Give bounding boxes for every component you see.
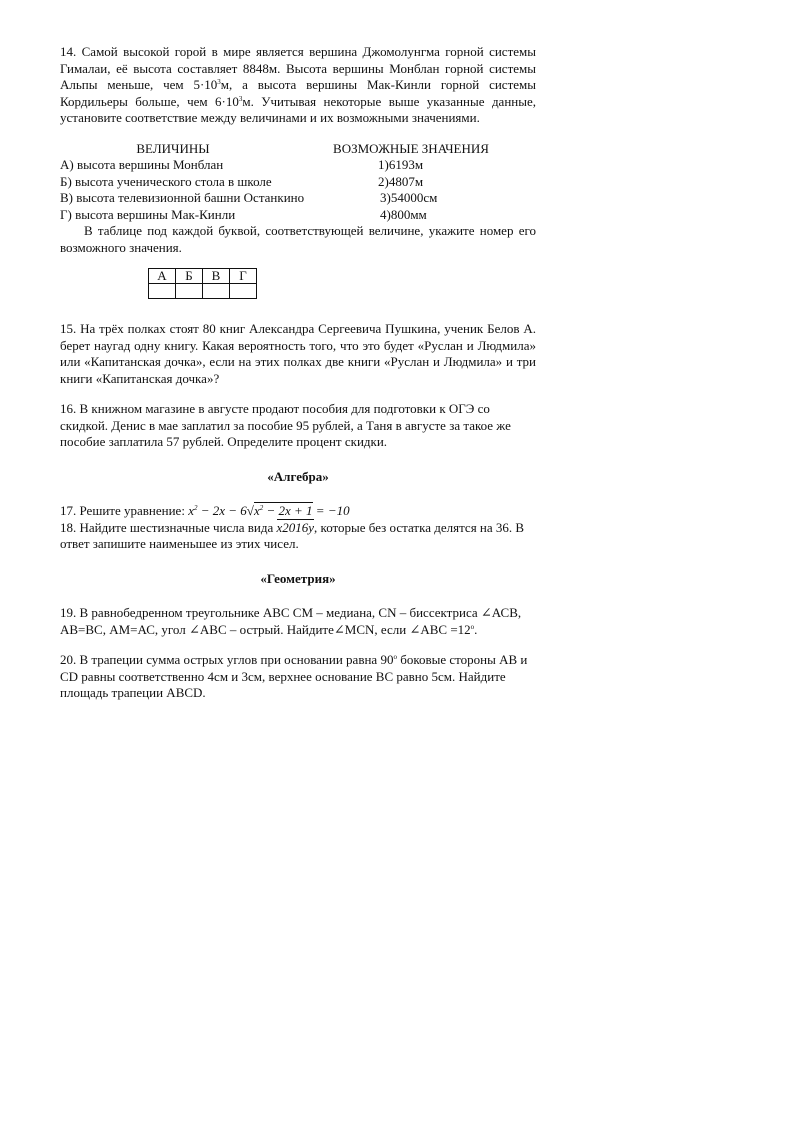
- answer-table-input-row: [149, 284, 257, 299]
- match-header: [60, 141, 536, 158]
- section-title-geometry: «Геометрия»: [260, 570, 336, 586]
- radicand-rest: − 2x + 1: [263, 503, 313, 518]
- task-16-text: 16. В книжном магазине в августе продают пособия для подготовки к ОГЭ со скидкой. Денис в мае заплатил за пособие 95 рублей, а Таня в августе за такое же пособие заплатила 57 рублей. Определите процент скидки.: [60, 401, 511, 449]
- answer-header-b: Б: [176, 269, 203, 284]
- quantity-v: В) высота телевизионной башни Останкино: [60, 190, 305, 205]
- quantity-g: Г) высота вершины Мак-Кинли: [60, 206, 236, 222]
- value-2: 2)4807м: [378, 173, 424, 189]
- match-row: [60, 190, 536, 207]
- degree-sign: о: [470, 622, 475, 631]
- degree-sign: о: [393, 653, 397, 661]
- task-19-body: 19. В равнобедренном треугольнике АВС СМ – медиана, СN – биссектриса ∠АСВ, АВ=ВС, АМ=АС, угол ∠АВС – острый. Найдите∠МСN, если ∠АВС =12: [60, 605, 522, 637]
- radicand: [254, 502, 313, 518]
- task-18-suffix: , которые без остатка делятся на 36. В ответ запишите наименьшее из этих чисел.: [60, 519, 525, 551]
- quantity-b: Б) высота ученического стола в школе: [60, 173, 272, 189]
- answer-cell-b[interactable]: [176, 284, 203, 299]
- task-20-text: [60, 652, 536, 702]
- radical-sign: √: [246, 503, 254, 518]
- task-18-prefix: 18. Найдите шестизначные числа вида: [60, 519, 277, 535]
- worksheet-page: [60, 44, 536, 714]
- task-14-instruction: В таблице под каждой буквой, соответствующей величине, укажите номер его возможного значения.: [60, 223, 536, 255]
- task-19: [60, 605, 536, 638]
- answer-header-a: А: [149, 269, 176, 284]
- answer-cell-v[interactable]: [203, 284, 230, 299]
- task-14: [60, 44, 536, 299]
- task-20: [60, 652, 536, 702]
- equation-rhs: = −10: [312, 503, 350, 518]
- equation-var: x: [188, 503, 194, 518]
- task-15: [60, 321, 536, 387]
- task-14-text-part3: м. Учитывая некоторые выше указанные данные, установите соответствие между величинами и их возможными значениями.: [60, 93, 536, 125]
- task-19-end: .: [474, 621, 478, 637]
- value-3: 3)54000см: [380, 190, 438, 205]
- answer-header-g: Г: [230, 269, 257, 284]
- radicand-var: x: [253, 503, 260, 518]
- section-title-algebra: «Алгебра»: [267, 468, 329, 484]
- number-pattern: x2016y: [276, 519, 315, 535]
- task-15-text: 15. На трёх полках стоят 80 книг Александра Сергеевича Пушкина, ученик Белов А. берет наугад одну книгу. Какая вероятность того, что это будет «Руслан и Людмила» или «Капитанская дочка», если на этих полках две книги «Руслан и Людмила» и три книги «Капитанская дочка»?: [60, 321, 536, 386]
- answer-table-header-row: [149, 269, 257, 284]
- equation: [188, 503, 349, 518]
- answer-header-v: В: [203, 269, 230, 284]
- equation-part: − 2x − 6: [197, 503, 247, 518]
- value-1: 1)6193м: [378, 157, 424, 172]
- value-4: 4)800мм: [380, 206, 427, 222]
- task-16: [60, 401, 536, 451]
- column-header-values: ВОЗМОЖНЫЕ ЗНАЧЕНИЯ: [333, 140, 489, 156]
- exponent: 2: [193, 504, 198, 512]
- match-row: [60, 157, 536, 174]
- task-18: [60, 520, 536, 553]
- task-17-prefix: 17. Решите уравнение:: [60, 503, 189, 518]
- task-17: [60, 503, 536, 520]
- task-14-text-part2: м, а высота вершины Мак-Кинли горной системы Кордильеры больше, чем 6·10: [60, 77, 536, 109]
- task-20-part1: 20. В трапеции сумма острых углов при основании равна 90: [60, 652, 394, 667]
- exponent: 3: [238, 94, 243, 103]
- answer-cell-g[interactable]: [230, 284, 257, 299]
- exponent: 3: [217, 78, 221, 86]
- task-14-text: [60, 44, 536, 127]
- task-19-text: [60, 605, 536, 638]
- match-row: [60, 207, 536, 224]
- answer-table: [148, 268, 257, 299]
- task-20-part2: боковые стороны АВ и СD равны соответственно 4см и 3см, верхнее основание ВС равно 5см. Найдите площадь трапеции АВСD.: [60, 652, 528, 700]
- quantity-a: А) высота вершины Монблан: [60, 157, 224, 172]
- column-header-quantities: ВЕЛИЧИНЫ: [136, 140, 210, 156]
- match-row: [60, 174, 536, 191]
- exponent: 2: [259, 504, 264, 512]
- answer-cell-a[interactable]: [149, 284, 176, 299]
- task-14-text-part1: 14. Самой высокой горой в мире является вершина Джомолунгма горной системы Гималаи, её высота составляет 8848м. Высота вершины Монблан горной системы Альпы меньше, чем 5·10: [60, 44, 536, 92]
